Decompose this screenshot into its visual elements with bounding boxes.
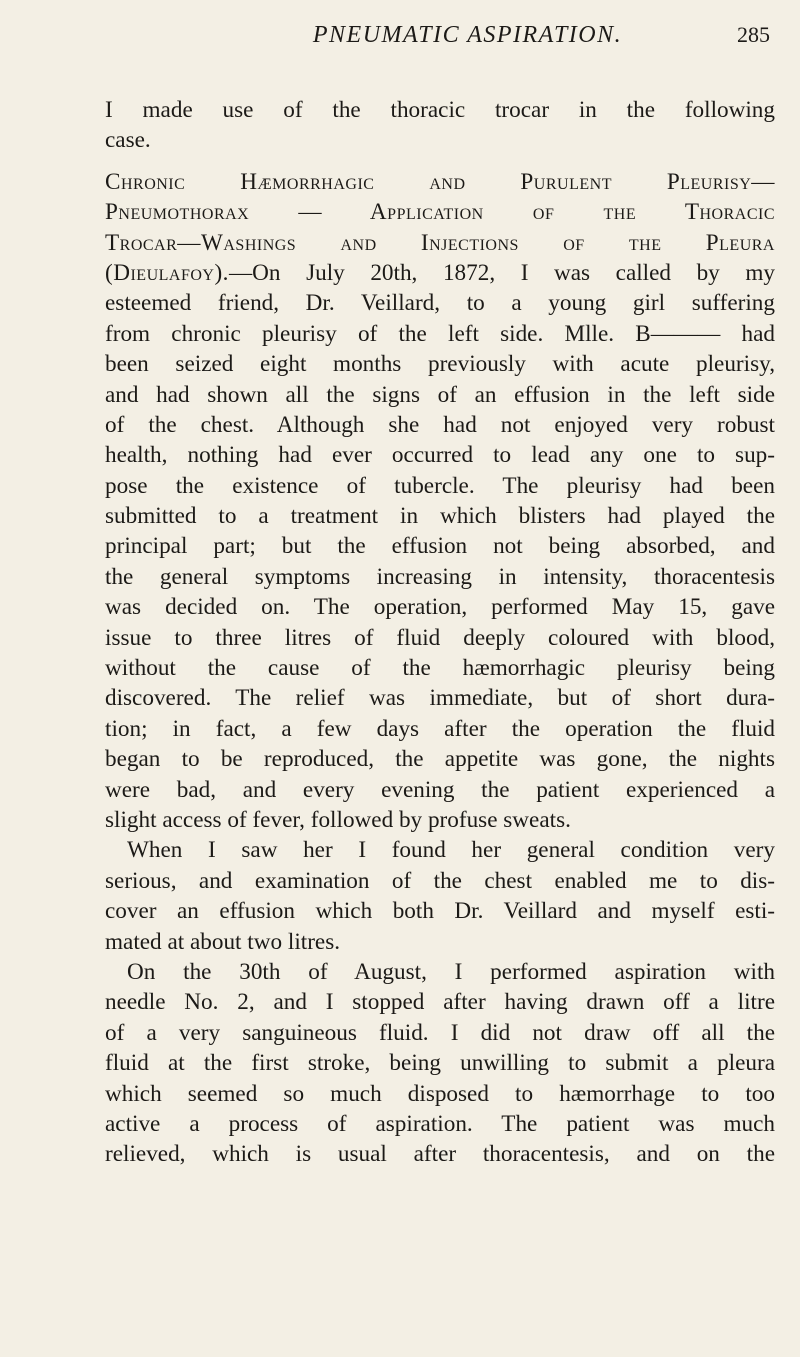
paragraph-line: health, nothing had ever occurred to lead any one to sup- (105, 442, 775, 469)
case-heading-tail: (Dieulafoy). (105, 259, 229, 286)
paragraph-line: relieved, which is usual after thoracentesis, and on the (105, 1141, 775, 1168)
case-heading-line: Pneumothorax — Application of the Thoracic (105, 199, 775, 226)
intro-line: I made use of the thoracic trocar in the following (105, 97, 775, 123)
paragraph-line: from chronic pleurisy of the left side. Mlle. B——— had (105, 320, 775, 347)
body-text (105, 95, 775, 1170)
intro-line: case. (105, 127, 151, 154)
paragraph-line: the general symptoms increasing in intensity, thoracentesis (105, 563, 775, 590)
paragraph-line: without the cause of the hæmorrhagic pleurisy being (105, 655, 775, 682)
paragraph-line: began to be reproduced, the appetite was gone, the nights (105, 746, 775, 773)
paragraph-line: and had shown all the signs of an effusion in the left side (105, 381, 775, 408)
paragraph-line: serious, and examination of the chest enabled me to dis- (105, 867, 775, 894)
paragraph-line: were bad, and every evening the patient experienced a (105, 776, 775, 803)
paragraph-line: discovered. The relief was immediate, but of short dura- (105, 685, 775, 712)
paragraph-line (105, 258, 775, 288)
paragraph-line: principal part; but the effusion not being absorbed, and (105, 533, 775, 560)
paragraph-line: which seemed so much disposed to hæmorrhage to too (105, 1080, 775, 1107)
paragraph-line: submitted to a treatment in which blisters had played the (105, 503, 775, 530)
paragraph-line: fluid at the first stroke, being unwilling to submit a pleura (105, 1050, 775, 1077)
case-heading-line: Chronic Hæmorrhagic and Purulent Pleurisy— (105, 168, 775, 195)
paragraph-line: tion; in fact, a few days after the operation the fluid (105, 715, 775, 742)
paragraph-line: When I saw her I found her general condition very (127, 837, 775, 864)
paragraph-line: needle No. 2, and I stopped after having drawn off a litre (105, 989, 775, 1016)
spacer (105, 156, 775, 167)
paragraph-line: active a process of aspiration. The patient was much (105, 1110, 775, 1137)
paragraph-line: of a very sanguineous fluid. I did not draw off all the (105, 1019, 775, 1046)
paragraph-line: esteemed friend, Dr. Veillard, to a young girl suffering (105, 290, 775, 317)
paragraph-line: been seized eight months previously with acute pleurisy, (105, 351, 775, 378)
running-title: PNEUMATIC ASPIRATION. (312, 22, 623, 48)
paragraph-line: of the chest. Although she had not enjoyed very robust (105, 411, 775, 438)
paragraph-line: slight access of fever, followed by profuse sweats. (105, 806, 571, 833)
page-number: 285 (737, 22, 770, 47)
running-head (105, 22, 770, 62)
paragraph-text: —On July 20th, 1872, I was called by my (228, 259, 775, 286)
paragraph-line: mated at about two litres. (105, 928, 341, 955)
paragraph-line: issue to three litres of fluid deeply coloured with blood, (105, 624, 775, 651)
paragraph-line: On the 30th of August, I performed aspiration with (127, 958, 775, 985)
paragraph-line: pose the existence of tubercle. The pleurisy had been (105, 472, 775, 499)
paragraph-line: cover an effusion which both Dr. Veillard and myself esti- (105, 898, 775, 925)
case-heading-line: Trocar—Washings and Injections of the Pleura (105, 229, 775, 256)
paragraph-line: was decided on. The operation, performed May 15, gave (105, 594, 775, 621)
